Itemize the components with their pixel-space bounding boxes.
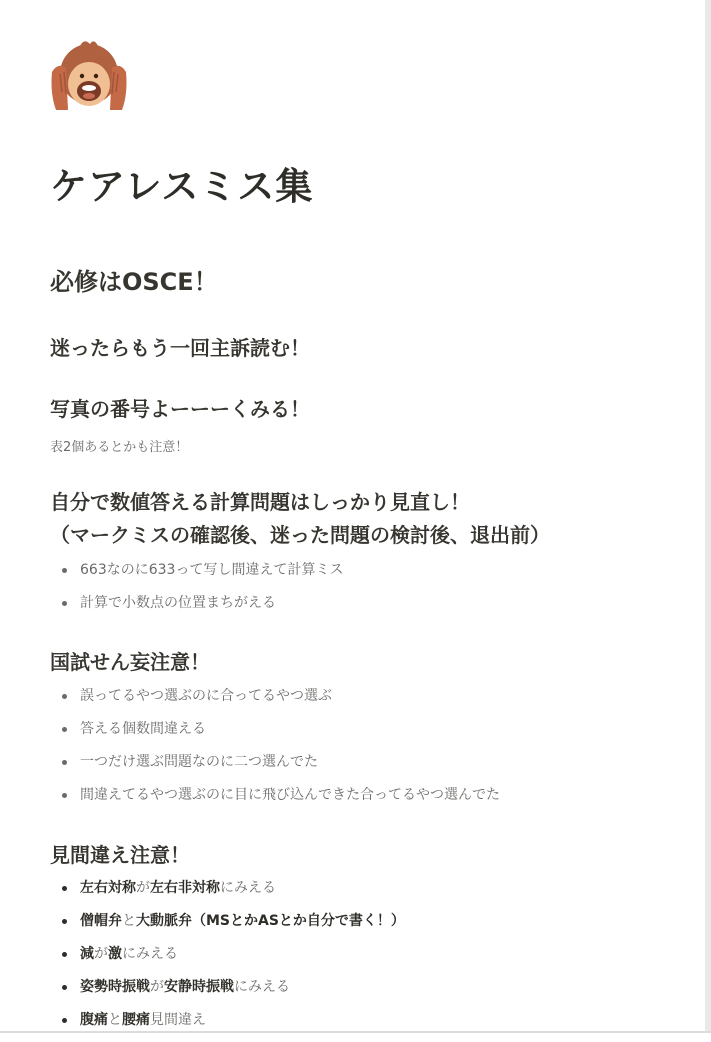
list-item xyxy=(50,910,405,943)
suffix: にみえる xyxy=(122,946,178,962)
term-b: 腰痛 xyxy=(122,1012,150,1028)
list-item: 答える個数間違える xyxy=(50,718,500,751)
section-heading-osce: 必修はOSCE！ xyxy=(50,268,218,296)
term-a: 僧帽弁 xyxy=(80,913,122,929)
calculation-list xyxy=(50,559,343,625)
list-item xyxy=(50,1009,405,1042)
delirium-list xyxy=(50,685,500,817)
section-heading-photo-number: 写真の番号よーーーくみる！ xyxy=(50,397,310,421)
section-heading-chief-complaint: 迷ったらもう一回主訴読む！ xyxy=(50,336,310,360)
term-a: 姿勢時振戦 xyxy=(80,979,150,995)
term-a: 左右対称 xyxy=(80,880,136,896)
window-edge xyxy=(705,0,711,1033)
list-item: 663なのに633って写し間違えて計算ミス xyxy=(50,559,343,592)
section-heading-calculation-line1: 自分で数値答える計算問題はしっかり見直し！ xyxy=(50,490,470,514)
misreading-list xyxy=(50,877,405,1042)
connector: と xyxy=(108,1012,122,1028)
suffix: 見間違え xyxy=(150,1012,206,1028)
list-item: 誤ってるやつ選ぶのに合ってるやつ選ぶ xyxy=(50,685,500,718)
connector: と xyxy=(122,913,136,929)
term-b: 左右非対称 xyxy=(150,880,220,896)
list-item: 一つだけ選ぶ問題なのに二つ選んでた xyxy=(50,751,500,784)
term-b: 安静時振戦 xyxy=(164,979,234,995)
list-item xyxy=(50,976,405,1009)
suffix: （MSとかASとか自分で書く！） xyxy=(192,913,405,929)
section-heading-misreading: 見間違え注意！ xyxy=(50,843,190,867)
connector: が xyxy=(94,946,108,962)
list-item: 計算で小数点の位置まちがえる xyxy=(50,592,343,625)
page-title: ケアレスミス集 xyxy=(50,165,314,208)
section-heading-calculation-line2: （マークミスの確認後、迷った問題の検討後、退出前） xyxy=(50,523,550,547)
suffix: にみえる xyxy=(220,880,276,896)
term-b: 大動脈弁 xyxy=(136,913,192,929)
term-b: 激 xyxy=(108,946,122,962)
list-item: 間違えてるやつ選ぶのに目に飛び込んできた合ってるやつ選んでた xyxy=(50,784,500,817)
list-item xyxy=(50,943,405,976)
connector: が xyxy=(136,880,150,896)
section-heading-delirium: 国試せん妄注意！ xyxy=(50,650,210,674)
term-a: 腹痛 xyxy=(80,1012,108,1028)
connector: が xyxy=(150,979,164,995)
list-item xyxy=(50,877,405,910)
term-a: 減 xyxy=(80,946,94,962)
suffix: にみえる xyxy=(234,979,290,995)
section-note: 表2個あるとかも注意！ xyxy=(50,440,189,455)
see-no-evil-monkey-icon xyxy=(50,34,128,114)
